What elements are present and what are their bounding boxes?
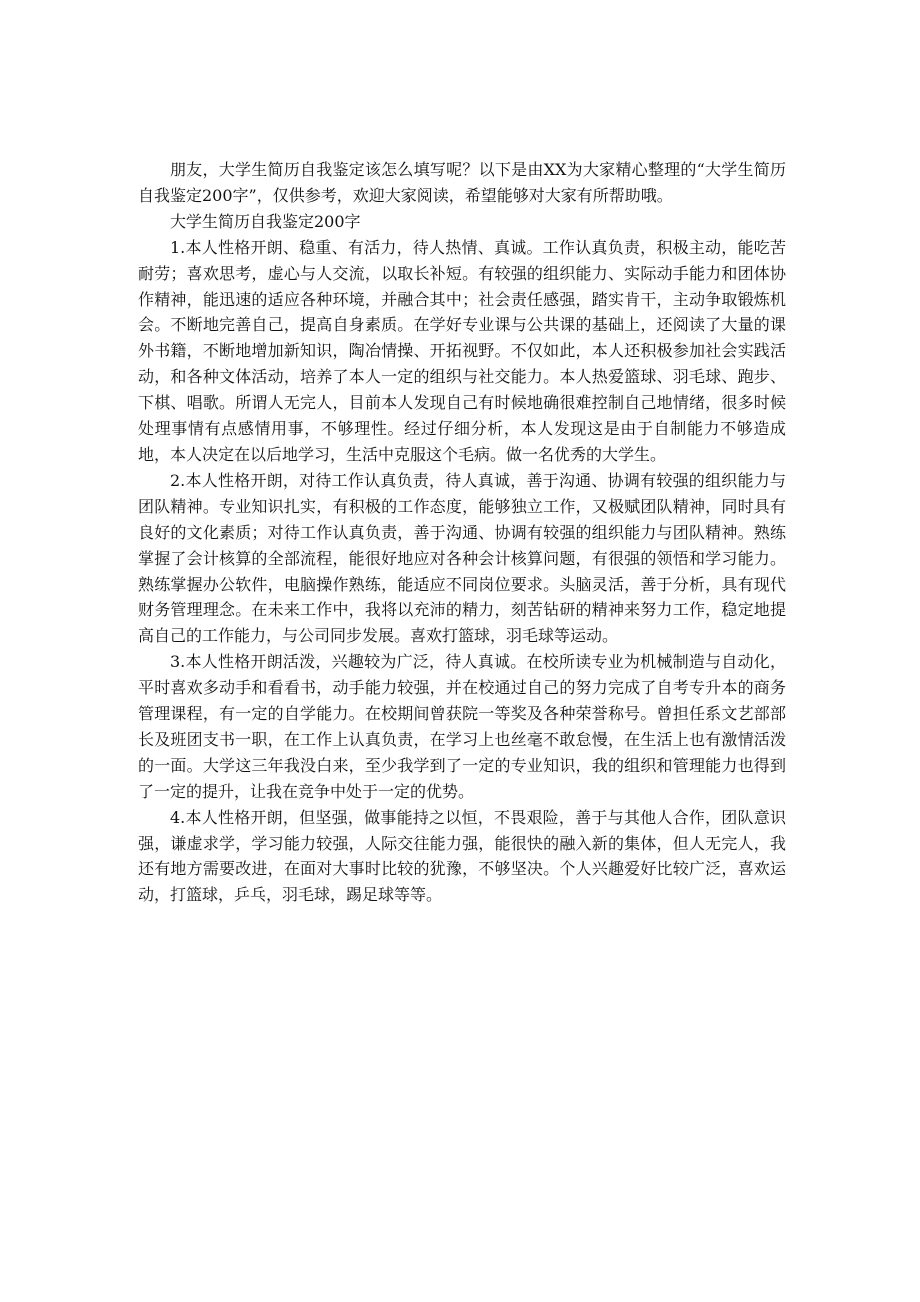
paragraph-3: 3.本人性格开朗活泼，兴趣较为广泛，待人真诚。在校所读专业为机械制造与自动化，平时喜欢多动手和看看书，动手能力较强，并在校通过自己的努力完成了自考专升本的商务管理课程，有一定的自学能力。在校期间曾获院一等奖及各种荣誉称号。曾担任系文艺部部长及班团支书一职，在工作上认真负责，在学习上也丝毫不敢怠慢，在生活上也有激情活泼的一面。大学这三年我没白来，至少我学到了一定的专业知识，我的组织和管理能力也得到了一定的提升，让我在竞争中处于一定的优势。 xyxy=(138,652,786,801)
paragraph-4: 4.本人性格开朗，但坚强，做事能持之以恒，不畏艰险，善于与其他人合作，团队意识强，谦虚求学，学习能力较强，人际交往能力强，能很快的融入新的集体，但人无完人，我还有地方需要改进，在面对大事时比较的犹豫，不够坚决。个人兴趣爱好比较广泛，喜欢运动，打篮球，乒乓，羽毛球，踢足球等等。 xyxy=(138,807,786,905)
paragraph-1: 1.本人性格开朗、稳重、有活力，待人热情、真诚。工作认真负责，积极主动，能吃苦耐劳；喜欢思考，虚心与人交流，以取长补短。有较强的组织能力、实际动手能力和团体协作精神，能迅速的适应各种环境，并融合其中；社会责任感强，踏实肯干，主动争取锻炼机会。不断地完善自己，提高自身素质。在学好专业课与公共课的基础上，还阅读了大量的课外书籍，不断地增加新知识，陶冶情操、开拓视野。不仅如此，本人还积极参加社会实践活动，和各种文体活动，培养了本人一定的组织与社交能力。本人热爱篮球、羽毛球、跑步、下棋、唱歌。所谓人无完人，目前本人发现自己有时候地确很难控制自己地情绪，很多时候处理事情有点感情用事，不够理性。经过仔细分析，本人发现这是由于自制能力不够造成地，本人决定在以后地学习，生活中克服这个毛病。做一名优秀的大学生。 xyxy=(138,237,786,464)
intro-paragraph: 朋友，大学生简历自我鉴定该怎么填写呢？以下是由XX为大家精心整理的“大学生简历自我鉴定200字”，仅供参考，欢迎大家阅读，希望能够对大家有所帮助哦。 xyxy=(138,160,786,205)
paragraph-2: 2.本人性格开朗，对待工作认真负责，待人真诚，善于沟通、协调有较强的组织能力与团队精神。专业知识扎实，有积极的工作态度，能够独立工作，又极赋团队精神，同时具有良好的文化素质；对待工作认真负责，善于沟通、协调有较强的组织能力与团队精神。熟练掌握了会计核算的全部流程，能很好地应对各种会计核算问题，有很强的领悟和学习能力。熟练掌握办公软件，电脑操作熟练，能适应不同岗位要求。头脑灵活，善于分析，具有现代财务管理理念。在未来工作中，我将以充沛的精力，刻苦钻研的精神来努力工作，稳定地提高自己的工作能力，与公司同步发展。喜欢打篮球，羽毛球等运动。 xyxy=(138,470,786,646)
section-subtitle: 大学生简历自我鉴定200字 xyxy=(170,211,361,231)
document-body xyxy=(138,157,786,908)
